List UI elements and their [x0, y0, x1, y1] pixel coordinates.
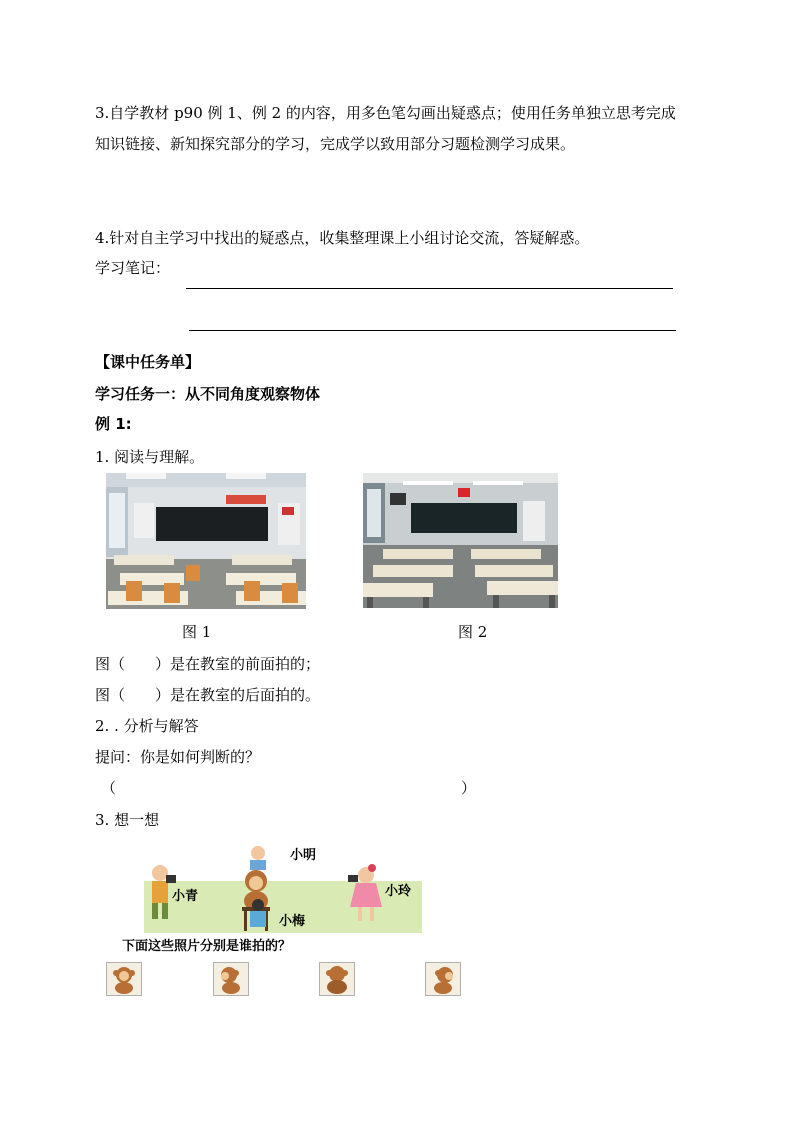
classroom-photo-1: [106, 473, 306, 609]
item3-line2: 知识链接、新知探究部分的学习，完成学以致用部分习题检测学习成果。: [95, 135, 576, 153]
question-back: 图（ ）是在教室的后面拍的。: [95, 686, 321, 704]
monkey-photo-3: [319, 962, 355, 996]
figure1-caption: 图 1: [182, 623, 212, 641]
task1-title: 学习任务一：从不同角度观察物体: [95, 385, 321, 403]
photo-question: 下面这些照片分别是谁拍的？: [122, 939, 292, 954]
item4-text: 4.针对自主学习中找出的疑惑点，收集整理课上小组讨论交流，答疑解惑。: [95, 229, 590, 247]
item3-line1: 3.自学教材 p90 例 1、例 2 的内容，用多色笔勾画出疑惑点；使用任务单独立思考完成: [95, 104, 676, 122]
notes-line-2: [189, 330, 676, 331]
answer-paren-close: ）: [461, 779, 477, 797]
name-xiaoqing: 小青: [172, 889, 199, 904]
step3-label: 3. 想一想: [95, 811, 160, 829]
monkey-photo-1: [106, 962, 142, 996]
monkey-photo-2: [213, 962, 249, 996]
name-xiaoming: 小明: [290, 848, 317, 863]
figure2-caption: 图 2: [458, 623, 488, 641]
classroom-photo-2: [363, 473, 558, 608]
answer-paren-open: （: [101, 779, 117, 797]
step2-label: 2. . 分析与解答: [95, 717, 199, 735]
step1-label: 1. 阅读与理解。: [95, 448, 205, 466]
section-header: 【课中任务单】: [95, 353, 201, 371]
question-front: 图（ ）是在教室的前面拍的；: [95, 655, 321, 673]
notes-label: 学习笔记：: [95, 259, 171, 277]
name-xiaoling: 小玲: [385, 884, 412, 899]
prompt-question: 提问：你是如何判断的？: [95, 748, 261, 766]
name-xiaomei: 小梅: [279, 914, 306, 929]
monkey-photo-4: [425, 962, 461, 996]
example-label: 例 1:: [95, 415, 132, 433]
notes-line-1: [186, 288, 673, 289]
